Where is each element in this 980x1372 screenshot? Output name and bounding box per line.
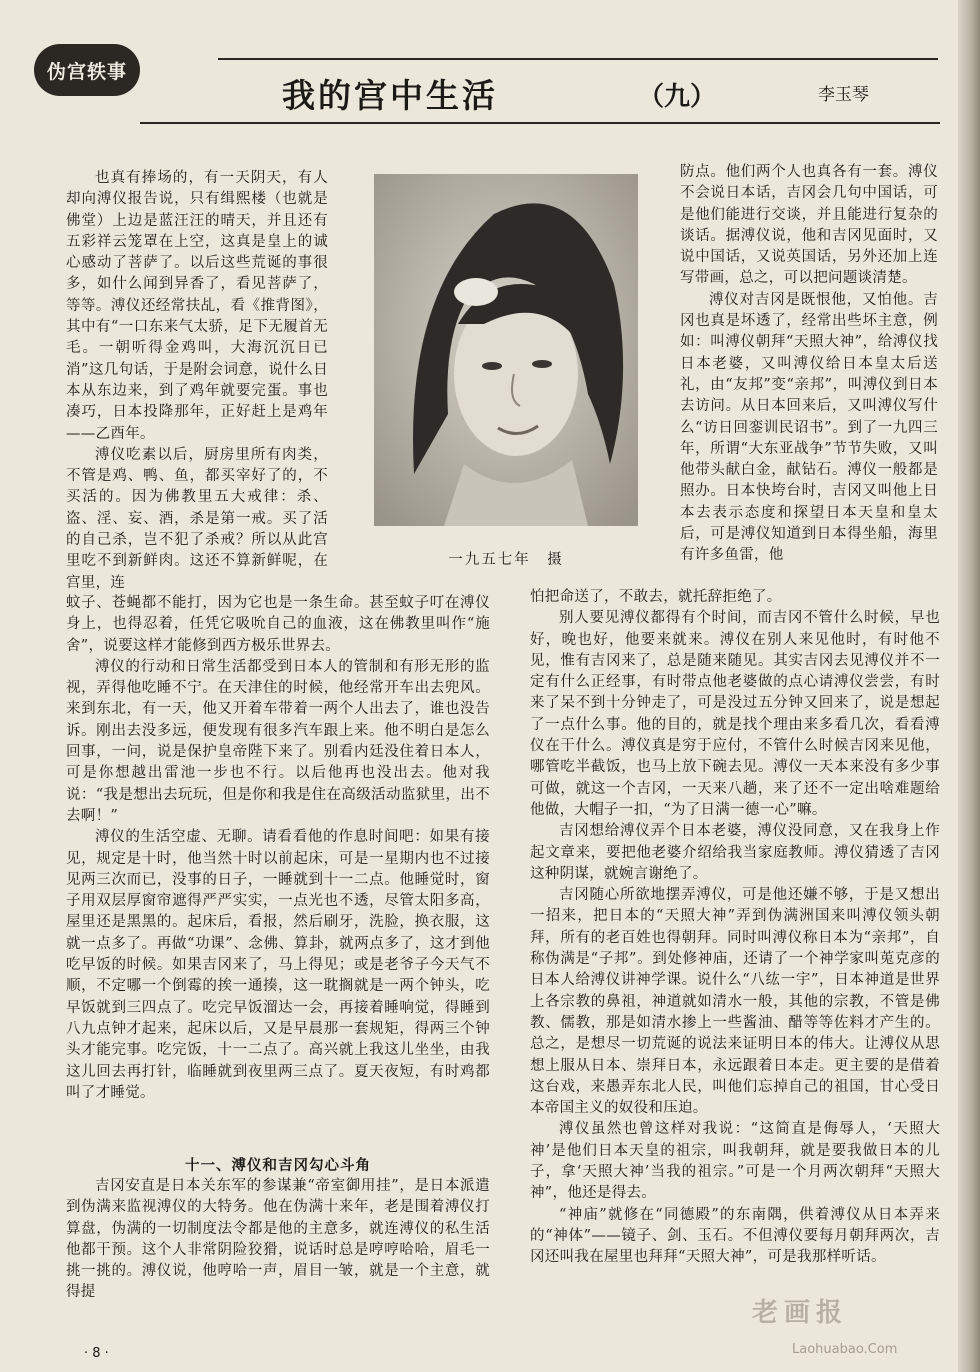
text-column-right-bottom bbox=[530, 587, 940, 1269]
photo-caption: 一九五七年 摄 bbox=[448, 552, 564, 568]
text-column-right-top bbox=[680, 162, 938, 567]
paragraph: 怕把命送了，不敢去，就托辞拒绝了。 bbox=[530, 589, 782, 605]
paragraph: “神庙”就修在“同德殿”的东南隅，供着溥仪从日本弄来的“神体”——镜子、剑、玉石。不但溥仪要每月朝拜两次，吉冈还叫我在屋里也拜拜“天照大神”，可是我那样听话。 bbox=[530, 1206, 940, 1266]
column-badge: 伪宫轶事 bbox=[34, 44, 140, 96]
page-number: · 8 · bbox=[84, 1346, 109, 1361]
title-rule-bottom bbox=[140, 122, 940, 124]
text-column-left-middle bbox=[66, 593, 490, 1104]
paragraph: 别人要见溥仪都得有个时间，而吉冈不管什么时候，早也好，晚也好，他要来就来。溥仪在别人来见他时，有时他不见，惟有吉冈来了，总是随来随见。其实吉冈去见溥仪并不一定有什么正经事，有时带点他老婆做的点心请溥仪尝尝，有时来了呆不到十分钟走了，可是没过五分钟又回来了，说是想起了一点什么事。他的目的，就是找个理由来多看几次，看看溥仪在干什么。溥仪真是穷于应付，不管什么时候吉冈来见他，哪管吃半截饭，也马上放下碗去见。溥仪一天本来没有多少事可做，就这一个吉冈，一天来八趟，来了还不一定出啥难题给他做，大帽子一扣，“为了日满一德一心”嘛。 bbox=[530, 610, 940, 818]
watermark-logo: 老画报 bbox=[752, 1298, 849, 1328]
paragraph: 溥仪对吉冈是既恨他，又怕他。吉冈也真是坏透了，经常出些坏主意，例如：叫溥仪朝拜“天照大神”，给溥仪找日本老婆，又叫溥仪给日本皇太后送礼，由“友邦”变“亲邦”，叫溥仪到日本去访问。从日本回来后，又叫溥仪写什么“访日回銮训民诏书”。到了一九四三年，所谓“大东亚战争”节节失败，又叫他带头献白金，献钻石。溥仪一般都是照办。日本快垮台时，吉冈又叫他上日本去表示态度和探望日本天皇和皇太后，可是溥仪知道到日本得坐船，海里有许多鱼雷，他 bbox=[680, 291, 938, 564]
article-part-number: （九） bbox=[638, 82, 717, 112]
paragraph: 溥仪虽然也曾这样对我说：“这简直是侮辱人，‘天照大神’是他们日本天皇的祖宗，叫我朝拜，就是要我做日本的儿子，拿‘天照大神’当我的祖宗。”可是一个月两次朝拜“天照大神”，他还是得去。 bbox=[530, 1121, 940, 1202]
paragraph: 防点。他们两个人也真各有一套。溥仪不会说日本话，吉冈会几句中国话，可是他们能进行交谈，并且能进行复杂的谈话。据溥仪说，他和吉冈见面时，又说中国话，又说英国话，另外还加上连写带画，总之，可以把问题谈清楚。 bbox=[680, 164, 938, 287]
paragraph: 吉冈想给溥仪弄个日本老婆，溥仪没同意，又在我身上作起文章来，要把他老婆介绍给我当家庭教师。溥仪猜透了吉冈这种阴谋，就婉言谢绝了。 bbox=[530, 823, 940, 882]
section-heading: 十一、溥仪和吉冈勾心斗角 bbox=[185, 1157, 371, 1174]
portrait-image bbox=[374, 174, 638, 526]
paragraph: 也真有捧场的，有一天阴天，有人却向溥仪报告说，只有缉熙楼（也就是佛堂）上边是蓝汪汪的晴天，并且还有五彩祥云笼罩在上空，这真是皇上的诚心感动了菩萨了。以后这些荒诞的事很多，如什么闻到异香了，看见菩萨了，等等。溥仪还经常扶乩，看《推背图》，其中有“一口东来气太骄，足下无履首无毛。一朝听得金鸡叫，大海沉沉日已消”这几句话，于是附会词意，说什么日本从东边来，到了鸡年就要完蛋。事也凑巧，日本投降那年，正好赶上是鸡年——乙酉年。 bbox=[66, 170, 328, 442]
text-column-left-bottom bbox=[66, 1176, 490, 1304]
paragraph: 溥仪的行动和日常生活都受到日本人的管制和有形无形的监视，弄得他吃睡不宁。在天津住的时候，他经常开车出去兜风。来到东北，有一天，他又开着车带着一两个人出去了，谁也没告诉。刚出去没多远，便发现有很多汽车跟上来。他不明白是怎么回事，一问，说是保护皇帝陛下来了。别看内廷没住着日本人，可是你想越出雷池一步也不行。以后他再也没出去。他对我说：“我是想出去玩玩，但是你和我是住在高级活动监狱里，出不去啊！” bbox=[66, 658, 490, 824]
article-title: 我的宫中生活 bbox=[282, 76, 498, 115]
watermark-url: Laohuabao.Com bbox=[792, 1342, 898, 1357]
paragraph: 吉冈随心所欲地摆弄溥仪，可是他还嫌不够，于是又想出一招来，把日本的“天照大神”弄到伪满洲国来叫溥仪领头朝拜，所有的老百姓也得朝拜。同时叫溥仪称日本为“亲邦”，自称伪满是“子邦”。到处修神庙，还请了一个神学家叫莵克彦的日本人给溥仪讲神学课。说什么“八纮一宇”，日本神道是世界上各宗教的鼻祖，神道就如清水一般，其他的宗教，不管是佛教、儒教，那是如清水掺上一些酱油、醋等等佐料才产生的。总之，是想尽一切荒诞的说法来证明日本的伟大。让溥仪从思想上服从日本、崇拜日本，永远跟着日本走。更主要的是借着这台戏，来愚弄东北人民，叫他们忘掉自己的祖国，甘心受日本帝国主义的奴役和压迫。 bbox=[530, 887, 940, 1117]
paragraph: 蚊子、苍蝇都不能打，因为它也是一条生命。甚至蚊子叮在溥仪身上，也得忍着，任凭它吸吮自己的血液，这在佛教里叫作“施舍”，说要这样才能修到西方极乐世界去。 bbox=[66, 595, 490, 654]
portrait-photo bbox=[374, 174, 638, 526]
paragraph: 溥仪吃素以后，厨房里所有肉类，不管是鸡、鸭、鱼，都买宰好了的，不买活的。因为佛教里五大戒律：杀、盗、淫、妄、酒，杀是第一戒。买了活的自己杀，岂不犯了杀戒？所以从此宫里吃不到新鲜肉。这还不算新鲜呢，在宫里，连 bbox=[66, 446, 328, 591]
article-author: 李玉琴 bbox=[818, 85, 869, 105]
paragraph: 吉冈安直是日本关东军的参谋兼“帝室御用挂”，是日本派遣到伪满来监视溥仪的大特务。他在伪满十来年，老是围着溥仪打算盘，伪满的一切制度法令都是他的主意多，就连溥仪的私生活他都干预。这个人非常阴险狡猾，说话时总是哼哼哈哈，眉毛一挑一挑的。溥仪说，他哼哈一声，眉目一皱，就是一个主意，就得提 bbox=[66, 1178, 490, 1301]
page-binding-edge bbox=[958, 0, 980, 1372]
title-rule-top bbox=[218, 58, 938, 60]
paragraph: 溥仪的生活空虚、无聊。请看看他的作息时间吧：如果有接见，规定是十时，他当然十时以前起床，可是一星期内也不过接见两三次而已，没事的日子，一睡就到十一二点。他睡觉时，窗子用双层厚窗帘遮得严严实实，一点光也不透，尽管太阳多高，屋里还是黑黑的。起床后，看报，然后刷牙，洗脸，换衣服，这就一点多了。再做“功课”、念佛、算卦，就两点多了，这才到他吃早饭的时候。如果吉冈来了，马上得见；或是老爷子今天气不顺，不定哪一个倒霉的挨一通揍，这一耽搁就是一两个钟头，吃早饭就到三四点了。吃完早饭溜达一会，再接着睡响觉，得睡到八九点钟才起来，起床以后，又是早晨那一套规矩，得两三个钟头才能完事。吃完饭，十一二点了。高兴就上我这儿坐坐，由我这儿回去再打针，临睡就到夜里两三点了。夏天夜短，有时鸡都叫了才睡觉。 bbox=[66, 829, 490, 1101]
text-column-left-top bbox=[66, 168, 328, 594]
